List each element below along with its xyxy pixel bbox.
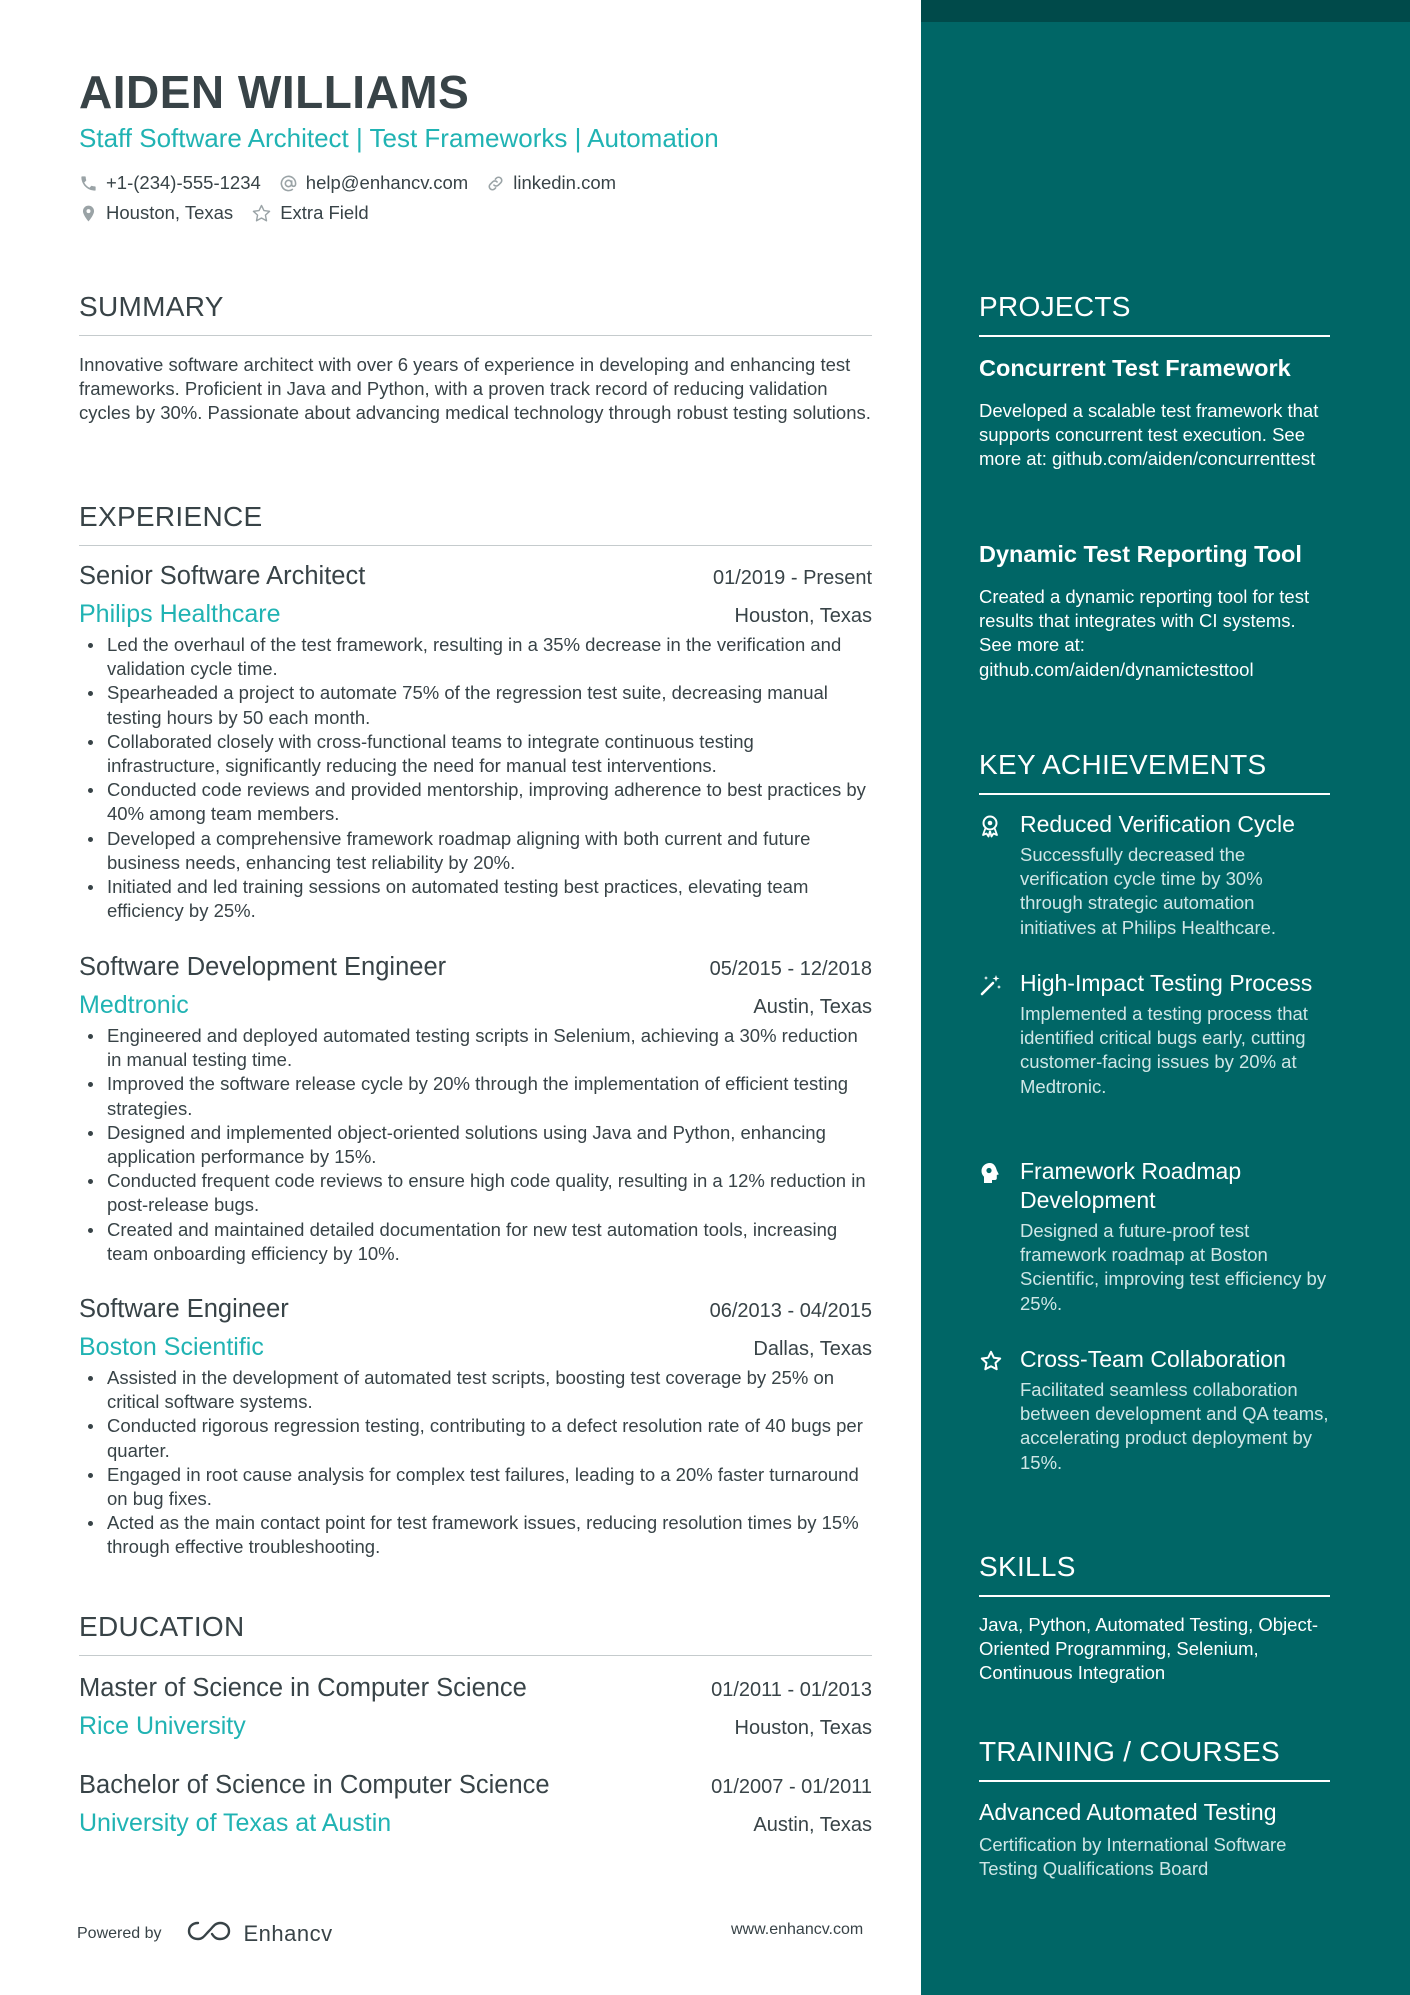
job-title: Senior Software Architect: [79, 562, 366, 590]
footer-powered-by: [77, 1919, 333, 1949]
achievement-title: Cross-Team Collaboration: [1020, 1346, 1286, 1372]
experience-heading: EXPERIENCE: [79, 499, 872, 546]
contact-phone-text: +1-(234)-555-1234: [106, 172, 261, 193]
job-bullets: [79, 1366, 872, 1560]
contact-extra-text: Extra Field: [280, 202, 369, 223]
skills-heading: SKILLS: [979, 1549, 1330, 1597]
phone-icon: [79, 174, 98, 193]
bullet-item: Initiated and led training sessions on automated testing best practices, elevating team efficiency by 25%.: [79, 875, 872, 923]
achievement-title: Framework Roadmap Development: [1020, 1158, 1242, 1213]
job-location: Austin, Texas: [753, 996, 872, 1018]
achievement-description: Successfully decreased the verification cycle time by 30% through strategic automation initiatives at Philips Healthcare.: [1020, 844, 1277, 938]
degree-title: Bachelor of Science in Computer Science: [79, 1771, 550, 1799]
course-description: Certification by International Software Testing Qualifications Board: [979, 1834, 1287, 1880]
achievement-title: High-Impact Testing Process: [1020, 970, 1313, 996]
contact-extra: [251, 202, 368, 224]
bullet-item: Led the overhaul of the test framework, resulting in a 35% decrease in the verification and validation cycle time.: [79, 633, 872, 681]
job-company: Philips Healthcare: [79, 600, 281, 628]
job-entry-2: [79, 950, 872, 1266]
job-location: Houston, Texas: [734, 605, 872, 627]
job-entry-3: [79, 1292, 872, 1560]
contact-row-2: [79, 202, 369, 224]
bullet-item: Developed a comprehensive framework roadmap aligning with both current and future business needs, enhancing test reliability by 20%.: [79, 827, 872, 875]
project-title: Dynamic Test Reporting Tool: [979, 541, 1302, 567]
link-icon: [486, 174, 505, 193]
contact-link[interactable]: [486, 172, 616, 194]
job-title: Software Engineer: [79, 1295, 289, 1323]
magic-wand-icon: [979, 969, 1020, 1099]
head-gear-icon: [979, 1157, 1020, 1316]
bullet-item: Improved the software release cycle by 20% through the implementation of efficient testing strategies.: [79, 1072, 872, 1120]
job-company: Boston Scientific: [79, 1333, 264, 1361]
contact-email-text: help@enhancv.com: [305, 172, 469, 193]
job-date: 05/2015 - 12/2018: [709, 958, 872, 980]
sidebar-top-bar: [921, 0, 1410, 22]
job-date: 01/2019 - Present: [713, 567, 872, 589]
candidate-name: AIDEN WILLIAMS: [79, 66, 470, 118]
training-heading: TRAINING / COURSES: [979, 1734, 1330, 1782]
contact-location-text: Houston, Texas: [106, 202, 234, 223]
achievements-heading: KEY ACHIEVEMENTS: [979, 747, 1330, 795]
job-location: Dallas, Texas: [753, 1338, 872, 1360]
school-location: Houston, Texas: [734, 1717, 872, 1739]
projects-heading: PROJECTS: [979, 289, 1330, 337]
education-entry-1: [79, 1671, 872, 1742]
job-bullets: [79, 633, 872, 923]
enhancv-logo[interactable]: [186, 1919, 333, 1949]
job-bullets: [79, 1024, 872, 1266]
education-date: 01/2011 - 01/2013: [711, 1679, 872, 1701]
project-item-2: [979, 539, 1330, 682]
achievement-title: Reduced Verification Cycle: [1020, 811, 1295, 837]
bullet-item: Assisted in the development of automated test scripts, boosting test coverage by 25% on critical software systems.: [79, 1366, 872, 1414]
bullet-item: Engineered and deployed automated testing scripts in Selenium, achieving a 30% reduction in manual testing time.: [79, 1024, 872, 1072]
bullet-item: Acted as the main contact point for test framework issues, reducing resolution times by 15% through effective troubleshooting.: [79, 1511, 872, 1559]
sidebar: [921, 0, 1410, 1995]
school-location: Austin, Texas: [753, 1814, 872, 1836]
summary-text: Innovative software architect with over 6 years of experience in developing and enhancing test frameworks. Proficient in Java and Python, with a proven track record of reducing validation cycles by 30%. Passionate about advancing medical technology through robust testing solutions.: [79, 354, 871, 424]
job-company: Medtronic: [79, 991, 189, 1019]
star-icon: [251, 203, 272, 224]
project-description: Created a dynamic reporting tool for test results that integrates with CI systems. See more at: github.com/aiden/dynamictesttool: [979, 586, 1310, 680]
bullet-item: Conducted rigorous regression testing, contributing to a defect resolution rate of 40 bugs per quarter.: [79, 1414, 872, 1462]
school-name: Rice University: [79, 1712, 246, 1740]
job-entry-1: [79, 559, 872, 923]
contact-row-1: [79, 172, 616, 194]
contact-link-text: linkedin.com: [513, 172, 617, 193]
powered-by-label: Powered by: [77, 1925, 162, 1942]
enhancv-brand-text: Enhancv: [243, 1921, 333, 1946]
achievement-item-4: [979, 1345, 1330, 1475]
degree-title: Master of Science in Computer Science: [79, 1674, 527, 1702]
enhancv-logo-icon: [186, 1919, 232, 1949]
location-pin-icon: [79, 204, 98, 223]
project-description: Developed a scalable test framework that supports concurrent test execution. See more at: github.com/aiden/concurrenttest: [979, 400, 1319, 470]
achievement-item-2: [979, 969, 1330, 1099]
project-item-1: [979, 353, 1330, 472]
achievement-description: Designed a future-proof test framework roadmap at Boston Scientific, improving test efficiency by 25%.: [1020, 1220, 1327, 1314]
award-icon: [979, 810, 1020, 940]
school-name: University of Texas at Austin: [79, 1809, 392, 1837]
summary-heading: SUMMARY: [79, 289, 872, 336]
bullet-item: Created and maintained detailed documentation for new test automation tools, increasing team onboarding efficiency by 10%.: [79, 1218, 872, 1266]
achievement-item-1: [979, 810, 1330, 940]
at-icon: [279, 174, 298, 193]
bullet-item: Designed and implemented object-oriented solutions using Java and Python, enhancing application performance by 15%.: [79, 1121, 872, 1169]
bullet-item: Conducted frequent code reviews to ensure high code quality, resulting in a 12% reduction in post-release bugs.: [79, 1169, 872, 1217]
education-heading: EDUCATION: [79, 1609, 872, 1656]
skills-text: Java, Python, Automated Testing, Object-Oriented Programming, Selenium, Continuous Integration: [979, 1614, 1319, 1684]
job-title: Software Development Engineer: [79, 953, 447, 981]
achievement-description: Implemented a testing process that identified critical bugs early, cutting customer-facing issues by 20% at Medtronic.: [1020, 1003, 1308, 1097]
star-icon: [979, 1345, 1020, 1475]
achievement-description: Facilitated seamless collaboration between development and QA teams, accelerating product deployment by 15%.: [1020, 1379, 1329, 1473]
bullet-item: Engaged in root cause analysis for complex test failures, leading to a 20% faster turnaround on bug fixes.: [79, 1463, 872, 1511]
course-title: Advanced Automated Testing: [979, 1799, 1277, 1825]
candidate-title: Staff Software Architect | Test Frameworks | Automation: [79, 123, 719, 153]
project-title: Concurrent Test Framework: [979, 355, 1291, 381]
education-date: 01/2007 - 01/2011: [711, 1776, 872, 1798]
footer-url[interactable]: www.enhancv.com: [731, 1921, 864, 1938]
bullet-item: Conducted code reviews and provided mentorship, improving adherence to best practices by 40% among team members.: [79, 778, 872, 826]
contact-email[interactable]: [279, 172, 468, 194]
job-date: 06/2013 - 04/2015: [709, 1300, 872, 1322]
education-entry-2: [79, 1768, 872, 1839]
contact-phone[interactable]: [79, 172, 261, 194]
bullet-item: Spearheaded a project to automate 75% of the regression test suite, decreasing manual testing hours by 50 each month.: [79, 681, 872, 729]
contact-location: [79, 202, 233, 224]
achievement-item-3: [979, 1157, 1330, 1316]
bullet-item: Collaborated closely with cross-functional teams to integrate continuous testing infrastructure, significantly reducing the need for manual test interventions.: [79, 730, 872, 778]
